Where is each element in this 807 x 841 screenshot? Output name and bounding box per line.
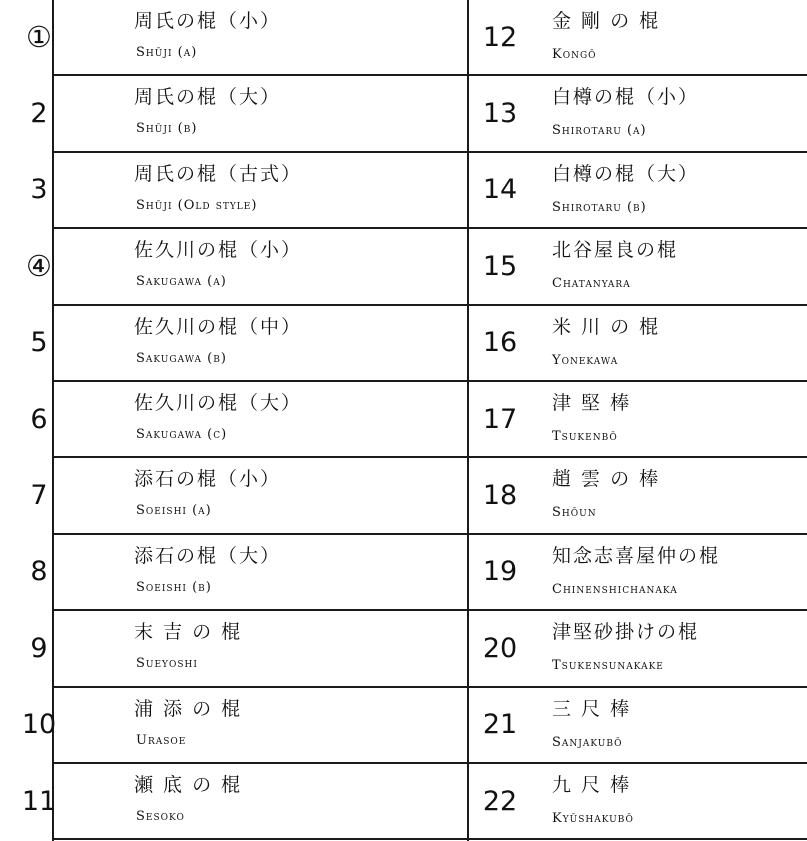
kata-name-romanized: Shūji (a)	[136, 45, 198, 60]
table-row	[468, 306, 807, 382]
row-number: 12	[482, 21, 518, 53]
row-number: 14	[482, 174, 518, 206]
kata-name-japanese: 周氏の棍（小）	[134, 10, 282, 32]
table-row	[468, 458, 807, 534]
kata-name-romanized: Soeishi (a)	[136, 503, 212, 519]
table-row	[26, 0, 468, 76]
table-row	[30, 153, 468, 229]
table-row	[468, 0, 807, 76]
row-number: 9	[30, 632, 48, 664]
kata-name-japanese: 佐久川の棍（大）	[134, 391, 303, 414]
kata-name-romanized: Shūji (Old style)	[136, 197, 258, 213]
row-number: 2	[30, 98, 48, 130]
row-number: 22	[482, 785, 518, 817]
kata-name-romanized: Kongō	[552, 47, 597, 62]
kata-name-romanized: Soeishi (b)	[136, 579, 212, 595]
row-number: 19	[482, 556, 518, 588]
table-row	[468, 688, 807, 764]
row-number: 7	[30, 480, 48, 512]
kata-name-romanized: Kyūshakubō	[552, 810, 634, 826]
table-row	[21, 764, 468, 840]
table-row	[468, 611, 807, 687]
kata-name-romanized: Sesoko	[136, 808, 185, 824]
row-number: 17	[482, 403, 518, 435]
kata-name-japanese: 末 吉 の 棍	[134, 621, 243, 644]
kata-name-japanese: 三 尺 棒	[552, 697, 632, 720]
kata-name-japanese: 浦 添 の 棍	[134, 697, 243, 720]
kata-name-romanized: Shōun	[552, 505, 597, 521]
row-number: 5	[30, 327, 48, 359]
kata-name-japanese: 金 剛 の 棍	[552, 10, 661, 32]
table-row	[468, 382, 807, 458]
kata-name-japanese: 白樽の棍（大）	[552, 162, 700, 185]
row-number: 11	[21, 785, 57, 817]
row-number: ④	[26, 249, 52, 284]
kata-name-romanized: Sakugawa (b)	[136, 350, 227, 366]
kata-name-japanese: 佐久川の棍（小）	[134, 239, 303, 262]
kata-name-romanized: Sueyoshi	[136, 656, 198, 672]
row-number: 20	[482, 632, 518, 664]
kata-name-romanized: Sakugawa (a)	[136, 274, 227, 290]
kata-name-japanese: 米 川 の 棍	[552, 315, 661, 338]
row-number: 6	[30, 403, 48, 435]
table-row	[26, 229, 468, 305]
table-row	[468, 764, 807, 840]
row-number: 13	[482, 98, 518, 130]
kata-name-romanized: Chinenshichanaka	[552, 581, 678, 597]
table-row	[30, 76, 468, 152]
row-number: 3	[30, 174, 48, 206]
table-row	[30, 382, 468, 458]
kata-name-romanized: Tsukensunakake	[552, 658, 664, 674]
table-row	[468, 153, 807, 229]
kata-name-romanized: Sanjakubō	[552, 734, 623, 750]
kata-name-romanized: Tsukenbō	[552, 428, 618, 444]
row-number: 21	[482, 709, 518, 741]
kata-name-japanese: 趙 雲 の 棒	[552, 468, 661, 491]
kata-name-romanized: Shirotaru (b)	[552, 199, 647, 215]
kata-name-japanese: 白樽の棍（小）	[552, 86, 700, 109]
row-number: 8	[30, 556, 48, 588]
kata-name-romanized: Shirotaru (a)	[552, 123, 647, 139]
kata-name-romanized: Chatanyara	[552, 276, 631, 292]
row-number: 10	[21, 709, 57, 741]
table-row	[30, 611, 468, 687]
row-number: ①	[26, 20, 52, 55]
row-number: 18	[482, 480, 518, 512]
table-row	[30, 458, 468, 534]
kata-name-japanese: 津 堅 棒	[552, 391, 632, 414]
table-row	[468, 76, 807, 152]
table-row	[468, 229, 807, 305]
table-row	[21, 688, 468, 764]
table-row	[30, 535, 468, 611]
table-row	[468, 535, 807, 611]
kata-name-japanese: 瀬 底 の 棍	[134, 773, 243, 796]
kata-name-japanese: 佐久川の棍（中）	[134, 315, 303, 338]
right-column	[468, 0, 807, 840]
kata-name-japanese: 津堅砂掛けの棍	[552, 621, 700, 644]
kata-name-japanese: 九 尺 棒	[552, 773, 632, 796]
kata-name-romanized: Sakugawa (c)	[136, 426, 228, 442]
kata-name-japanese: 周氏の棍（古式）	[134, 162, 303, 185]
kata-name-japanese: 添石の棍（大）	[134, 544, 282, 567]
table-row	[30, 306, 468, 382]
kata-name-romanized: Yonekawa	[552, 352, 619, 368]
kata-name-japanese: 添石の棍（小）	[134, 468, 282, 491]
kata-name-japanese: 知念志喜屋仲の棍	[552, 544, 721, 567]
kata-name-japanese: 周氏の棍（大）	[134, 86, 282, 109]
row-number: 15	[482, 250, 518, 282]
kata-name-romanized: Urasoe	[136, 732, 187, 748]
kata-name-romanized: Shūji (b)	[136, 121, 198, 137]
row-number: 16	[482, 327, 518, 359]
kata-name-japanese: 北谷屋良の棍	[552, 239, 679, 262]
